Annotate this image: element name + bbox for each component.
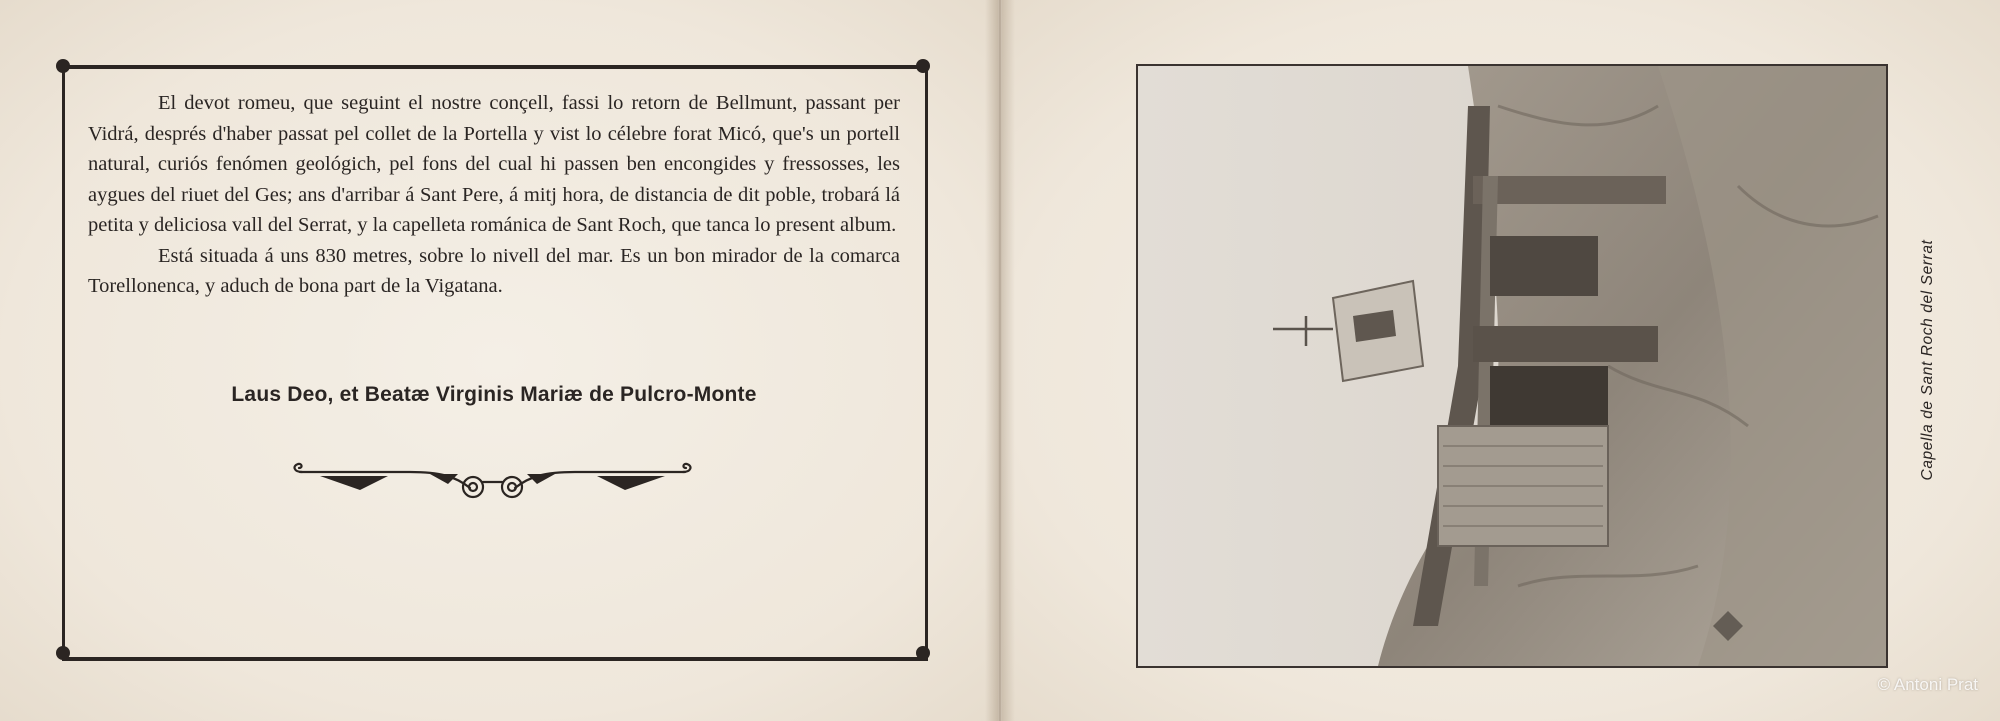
chapel-photograph — [1136, 64, 1888, 668]
paragraph: El devot romeu, que seguint el nostre conçell, fassi lo retorn de Bellmunt, passant per Vidrá, després d'haber passat pel collet de la Portella y vist lo célebre forat Micó, que's un portell natural, curiós fenómen geológich, pel fons del cual hi passen ben encongides y fressosses, les aygues del riuet del Ges; ans d'arribar á Sant Pere, á mitj hora, de distancia de dit poble, trobará lá petita y deliciosa vall del Serrat, y la capelleta románica de Sant Roch, que tanca lo present album. — [88, 92, 900, 236]
body-text — [88, 88, 900, 302]
book-spine-shadow — [985, 0, 1015, 721]
frame-corner-dot — [56, 646, 70, 660]
closing-motto: Laus Deo, et Beatæ Virginis Mariæ de Pulcro-Monte — [231, 383, 757, 406]
copyright-watermark: © Antoni Prat — [1877, 675, 1978, 694]
paragraph: Está situada á uns 830 metres, sobre lo nivell del mar. Es un bon mirador de la comarca Torellonenca, y aduch de bona part de la Vigatana. — [88, 244, 900, 297]
frame-corner-dot — [56, 59, 70, 73]
ornament-divider — [290, 458, 695, 504]
left-page — [0, 0, 998, 721]
frame-corner-dot — [916, 59, 930, 73]
chapel-photo-illustration — [1138, 66, 1886, 666]
frame-corner-dot — [916, 646, 930, 660]
photo-caption: Capella de Sant Roch del Serrat — [1919, 239, 1936, 481]
